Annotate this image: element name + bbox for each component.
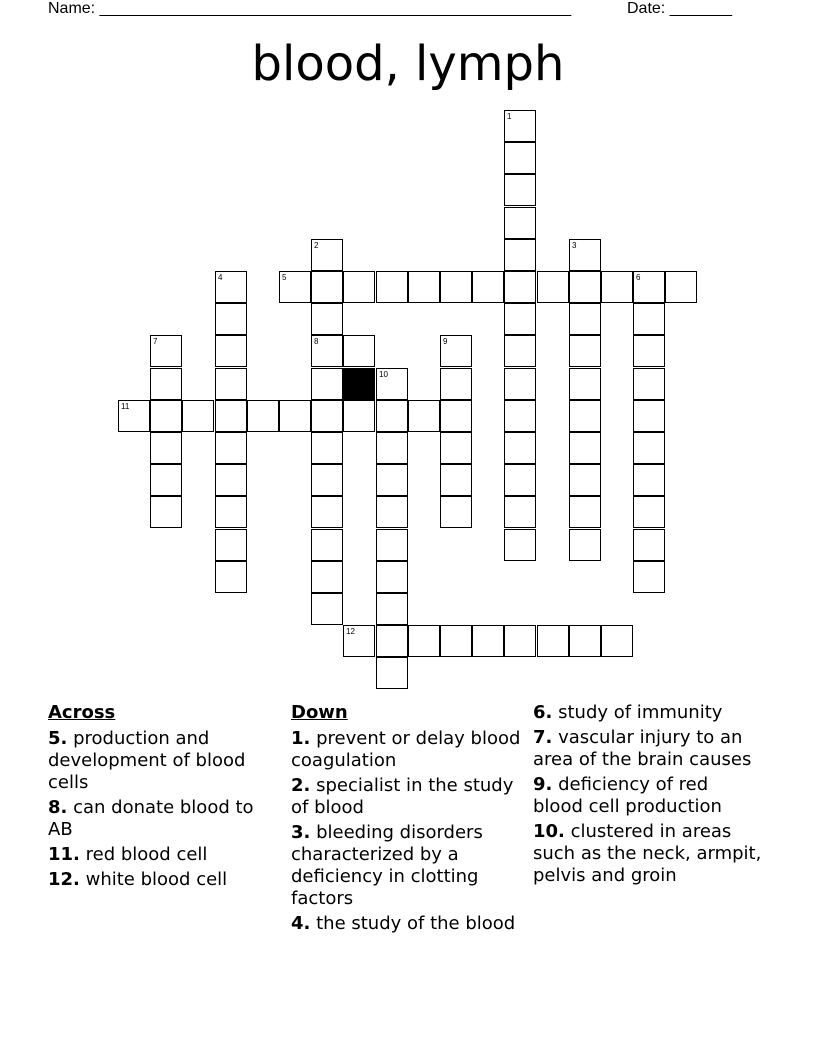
grid-cell[interactable] — [118, 400, 150, 432]
across-heading: Across — [48, 702, 116, 723]
grid-cell[interactable] — [504, 335, 536, 367]
grid-cell[interactable] — [569, 335, 601, 367]
clue-number: 5 — [282, 273, 287, 282]
clue-down-6: 6. study of immunity — [533, 702, 723, 723]
grid-cell[interactable] — [311, 496, 343, 528]
grid-cell[interactable] — [504, 271, 536, 303]
grid-cell[interactable] — [633, 271, 665, 303]
grid-cell[interactable] — [150, 335, 182, 367]
grid-cell[interactable] — [472, 271, 504, 303]
grid-cell[interactable] — [343, 625, 375, 657]
grid-cell[interactable] — [376, 625, 408, 657]
clue-down-1: 1. prevent or delay blood coagulation — [291, 728, 521, 771]
grid-cell[interactable] — [665, 271, 697, 303]
grid-cell[interactable] — [343, 335, 375, 367]
grid-cell[interactable] — [601, 271, 633, 303]
grid-cell[interactable] — [150, 496, 182, 528]
grid-cell[interactable] — [504, 239, 536, 271]
grid-cell[interactable] — [504, 529, 536, 561]
clue-number: 1 — [507, 112, 512, 121]
grid-cell[interactable] — [633, 464, 665, 496]
grid-cell[interactable] — [504, 303, 536, 335]
clue-number: 11 — [121, 402, 130, 411]
clue-number: 12 — [346, 627, 355, 636]
grid-cell[interactable] — [440, 335, 472, 367]
grid-cell[interactable] — [279, 400, 311, 432]
grid-cell[interactable] — [215, 271, 247, 303]
clue-number: 10 — [379, 370, 388, 379]
grid-cell[interactable] — [376, 368, 408, 400]
grid-cell[interactable] — [504, 142, 536, 174]
clue-across-5: 5. production and development of blood cells — [48, 728, 246, 793]
grid-cell[interactable] — [504, 496, 536, 528]
grid-cell[interactable] — [215, 335, 247, 367]
grid-cell[interactable] — [504, 464, 536, 496]
grid-cell[interactable] — [601, 625, 633, 657]
grid-cell[interactable] — [569, 239, 601, 271]
grid-cell[interactable] — [633, 303, 665, 335]
grid-cell[interactable] — [569, 368, 601, 400]
grid-cell[interactable] — [376, 464, 408, 496]
grid-cell[interactable] — [633, 561, 665, 593]
grid-cell[interactable] — [633, 529, 665, 561]
grid-cell[interactable] — [569, 303, 601, 335]
grid-cell[interactable] — [376, 561, 408, 593]
grid-cell[interactable] — [150, 432, 182, 464]
grid-cell[interactable] — [311, 303, 343, 335]
grid-cell[interactable] — [376, 657, 408, 689]
clue-down-2: 2. specialist in the study of blood — [291, 775, 514, 818]
grid-cell[interactable] — [504, 400, 536, 432]
clue-across-8: 8. can donate blood to AB — [48, 797, 254, 840]
grid-cell[interactable] — [440, 464, 472, 496]
grid-cell[interactable] — [504, 110, 536, 142]
grid-cell[interactable] — [311, 561, 343, 593]
grid-cell[interactable] — [440, 400, 472, 432]
grid-cell[interactable] — [311, 368, 343, 400]
grid-cell[interactable] — [569, 464, 601, 496]
grid-cell[interactable] — [215, 400, 247, 432]
clue-number: 4 — [218, 273, 223, 282]
grid-cell[interactable] — [440, 625, 472, 657]
grid-cell[interactable] — [376, 271, 408, 303]
grid-cell[interactable] — [215, 529, 247, 561]
clue-down-4: 4. the study of the blood — [291, 913, 516, 934]
grid-cell[interactable] — [633, 432, 665, 464]
clue-across-12: 12. white blood cell — [48, 869, 228, 890]
grid-cell[interactable] — [311, 593, 343, 625]
grid-cell[interactable] — [569, 400, 601, 432]
clue-number: 7 — [153, 337, 158, 346]
grid-cell[interactable] — [569, 496, 601, 528]
grid-cell[interactable] — [311, 529, 343, 561]
grid-cell[interactable] — [376, 496, 408, 528]
clue-down-10: 10. clustered in areas such as the neck, armpit, pelvis and groin — [533, 821, 762, 886]
clue-number: 2 — [314, 241, 319, 250]
grid-cell[interactable] — [150, 464, 182, 496]
clue-number: 9 — [443, 337, 448, 346]
grid-cell[interactable] — [569, 432, 601, 464]
grid-cell[interactable] — [440, 496, 472, 528]
grid-cell[interactable] — [311, 432, 343, 464]
grid-cell[interactable] — [376, 593, 408, 625]
grid-cell[interactable] — [215, 432, 247, 464]
grid-cell[interactable] — [440, 432, 472, 464]
grid-cell[interactable] — [311, 239, 343, 271]
clue-number: 8 — [314, 337, 319, 346]
grid-cell[interactable] — [215, 561, 247, 593]
down-clues — [291, 702, 521, 938]
grid-cell[interactable] — [633, 368, 665, 400]
grid-cell[interactable] — [311, 335, 343, 367]
black-square — [343, 368, 375, 400]
grid-cell[interactable] — [343, 271, 375, 303]
grid-cell[interactable] — [569, 271, 601, 303]
grid-cell[interactable] — [182, 400, 214, 432]
grid-cell[interactable] — [440, 368, 472, 400]
grid-cell[interactable] — [311, 400, 343, 432]
grid-cell[interactable] — [504, 432, 536, 464]
grid-cell[interactable] — [537, 625, 569, 657]
grid-cell[interactable] — [150, 368, 182, 400]
grid-cell[interactable] — [569, 529, 601, 561]
grid-cell[interactable] — [376, 529, 408, 561]
grid-cell[interactable] — [504, 625, 536, 657]
grid-cell[interactable] — [504, 368, 536, 400]
grid-cell[interactable] — [408, 625, 440, 657]
clue-down-7: 7. vascular injury to an area of the brain causes — [533, 727, 752, 770]
clue-down-9: 9. deficiency of red blood cell production — [533, 774, 722, 817]
clue-number: 3 — [572, 241, 577, 250]
grid-cell[interactable] — [376, 432, 408, 464]
name-field: Name: _____________________________________________________ — [48, 0, 572, 17]
grid-cell[interactable] — [633, 496, 665, 528]
grid-cell[interactable] — [215, 303, 247, 335]
grid-cell[interactable] — [215, 496, 247, 528]
grid-cell[interactable] — [215, 368, 247, 400]
grid-cell[interactable] — [472, 625, 504, 657]
grid-cell[interactable] — [311, 464, 343, 496]
grid-cell[interactable] — [569, 625, 601, 657]
date-field: Date: _______ — [627, 0, 732, 17]
down-clues-continued — [533, 702, 763, 890]
puzzle-title: blood, lymph — [251, 36, 565, 92]
grid-cell[interactable] — [408, 271, 440, 303]
grid-cell[interactable] — [343, 400, 375, 432]
grid-cell[interactable] — [504, 207, 536, 239]
grid-cell[interactable] — [311, 271, 343, 303]
grid-cell[interactable] — [633, 400, 665, 432]
down-heading: Down — [291, 702, 348, 723]
across-clues — [48, 702, 278, 894]
clue-down-3: 3. bleeding disorders characterized by a deficiency in clotting factors — [291, 822, 483, 909]
grid-cell[interactable] — [537, 271, 569, 303]
grid-cell[interactable] — [247, 400, 279, 432]
grid-cell[interactable] — [150, 400, 182, 432]
grid-cell[interactable] — [440, 271, 472, 303]
grid-cell[interactable] — [279, 271, 311, 303]
grid-cell[interactable] — [408, 400, 440, 432]
grid-cell[interactable] — [633, 335, 665, 367]
grid-cell[interactable] — [215, 464, 247, 496]
grid-cell[interactable] — [504, 174, 536, 206]
grid-cell[interactable] — [376, 400, 408, 432]
clue-number: 6 — [636, 273, 641, 282]
clue-across-11: 11. red blood cell — [48, 844, 208, 865]
